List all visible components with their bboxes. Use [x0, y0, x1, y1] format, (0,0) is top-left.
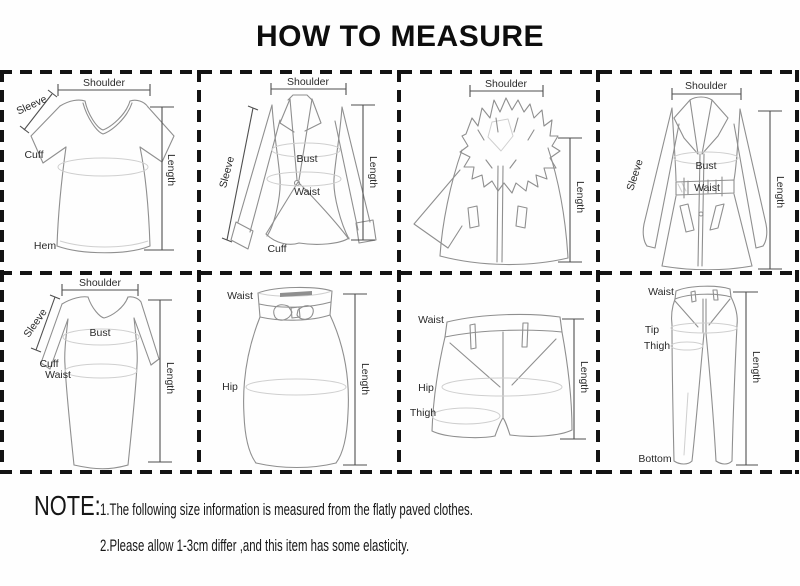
label-length: Length — [574, 180, 586, 214]
note-line-1: 1.The following size information is measured from the flatly paved clothes. — [100, 500, 473, 519]
label-shoulder: Shoulder — [484, 78, 528, 90]
note-line-2: 2.Please allow 1-3cm differ ,and this item has some elasticity. — [100, 536, 410, 555]
label-length: Length — [359, 362, 371, 396]
label-length: Length — [774, 175, 786, 209]
panel-shorts — [400, 275, 600, 471]
label-tip: Tip — [644, 324, 660, 336]
label-hem: Hem — [33, 240, 57, 252]
panel-dress — [0, 275, 200, 471]
label-waist: Waist — [418, 314, 444, 326]
fur-coat-drawing — [400, 74, 600, 270]
label-shoulder: Shoulder — [286, 76, 330, 88]
page-title: HOW TO MEASURE — [255, 20, 545, 53]
label-shoulder: Shoulder — [82, 77, 126, 89]
label-length: Length — [578, 360, 590, 394]
label-waist: Waist — [227, 290, 253, 302]
panel-fur-coat — [400, 74, 600, 270]
label-sleeve: Sleeve — [21, 306, 50, 340]
label-shoulder: Shoulder — [684, 80, 728, 92]
label-bust: Bust — [695, 160, 717, 172]
skirt-drawing — [200, 275, 400, 470]
label-length: Length — [164, 361, 176, 395]
panel-pants — [600, 275, 800, 471]
note-label: NOTE: — [34, 490, 101, 521]
label-length: Length — [750, 350, 762, 384]
label-length: Length — [367, 155, 379, 189]
label-shoulder: Shoulder — [78, 277, 122, 289]
label-thigh: Thigh — [643, 340, 671, 352]
label-waist: Waist — [45, 369, 71, 381]
label-sleeve: Sleeve — [14, 93, 49, 118]
dress-drawing — [0, 275, 200, 470]
shorts-drawing — [400, 275, 600, 470]
label-thigh: Thigh — [409, 407, 437, 419]
label-bust: Bust — [296, 153, 318, 165]
panel-trench-coat — [600, 74, 800, 270]
trench-coat-drawing — [600, 74, 800, 270]
label-cuff: Cuff — [267, 243, 287, 255]
label-bottom: Bottom — [638, 453, 672, 465]
panel-blazer — [200, 74, 400, 270]
tshirt-drawing — [0, 74, 200, 270]
label-hip: Hip — [222, 381, 238, 393]
blazer-drawing — [200, 74, 400, 270]
label-bust: Bust — [89, 327, 111, 339]
panel-tshirt — [0, 74, 200, 270]
label-hip: Hip — [418, 382, 434, 394]
label-sleeve: Sleeve — [217, 155, 238, 190]
panel-skirt — [200, 275, 400, 471]
label-cuff: Cuff — [24, 149, 44, 161]
label-waist: Waist — [294, 186, 320, 198]
label-sleeve: Sleeve — [624, 157, 646, 193]
label-cuff: Cuff — [39, 358, 59, 370]
pants-drawing — [600, 275, 800, 470]
label-length: Length — [165, 153, 177, 187]
label-waist: Waist — [648, 286, 674, 298]
label-waist: Waist — [694, 182, 720, 194]
